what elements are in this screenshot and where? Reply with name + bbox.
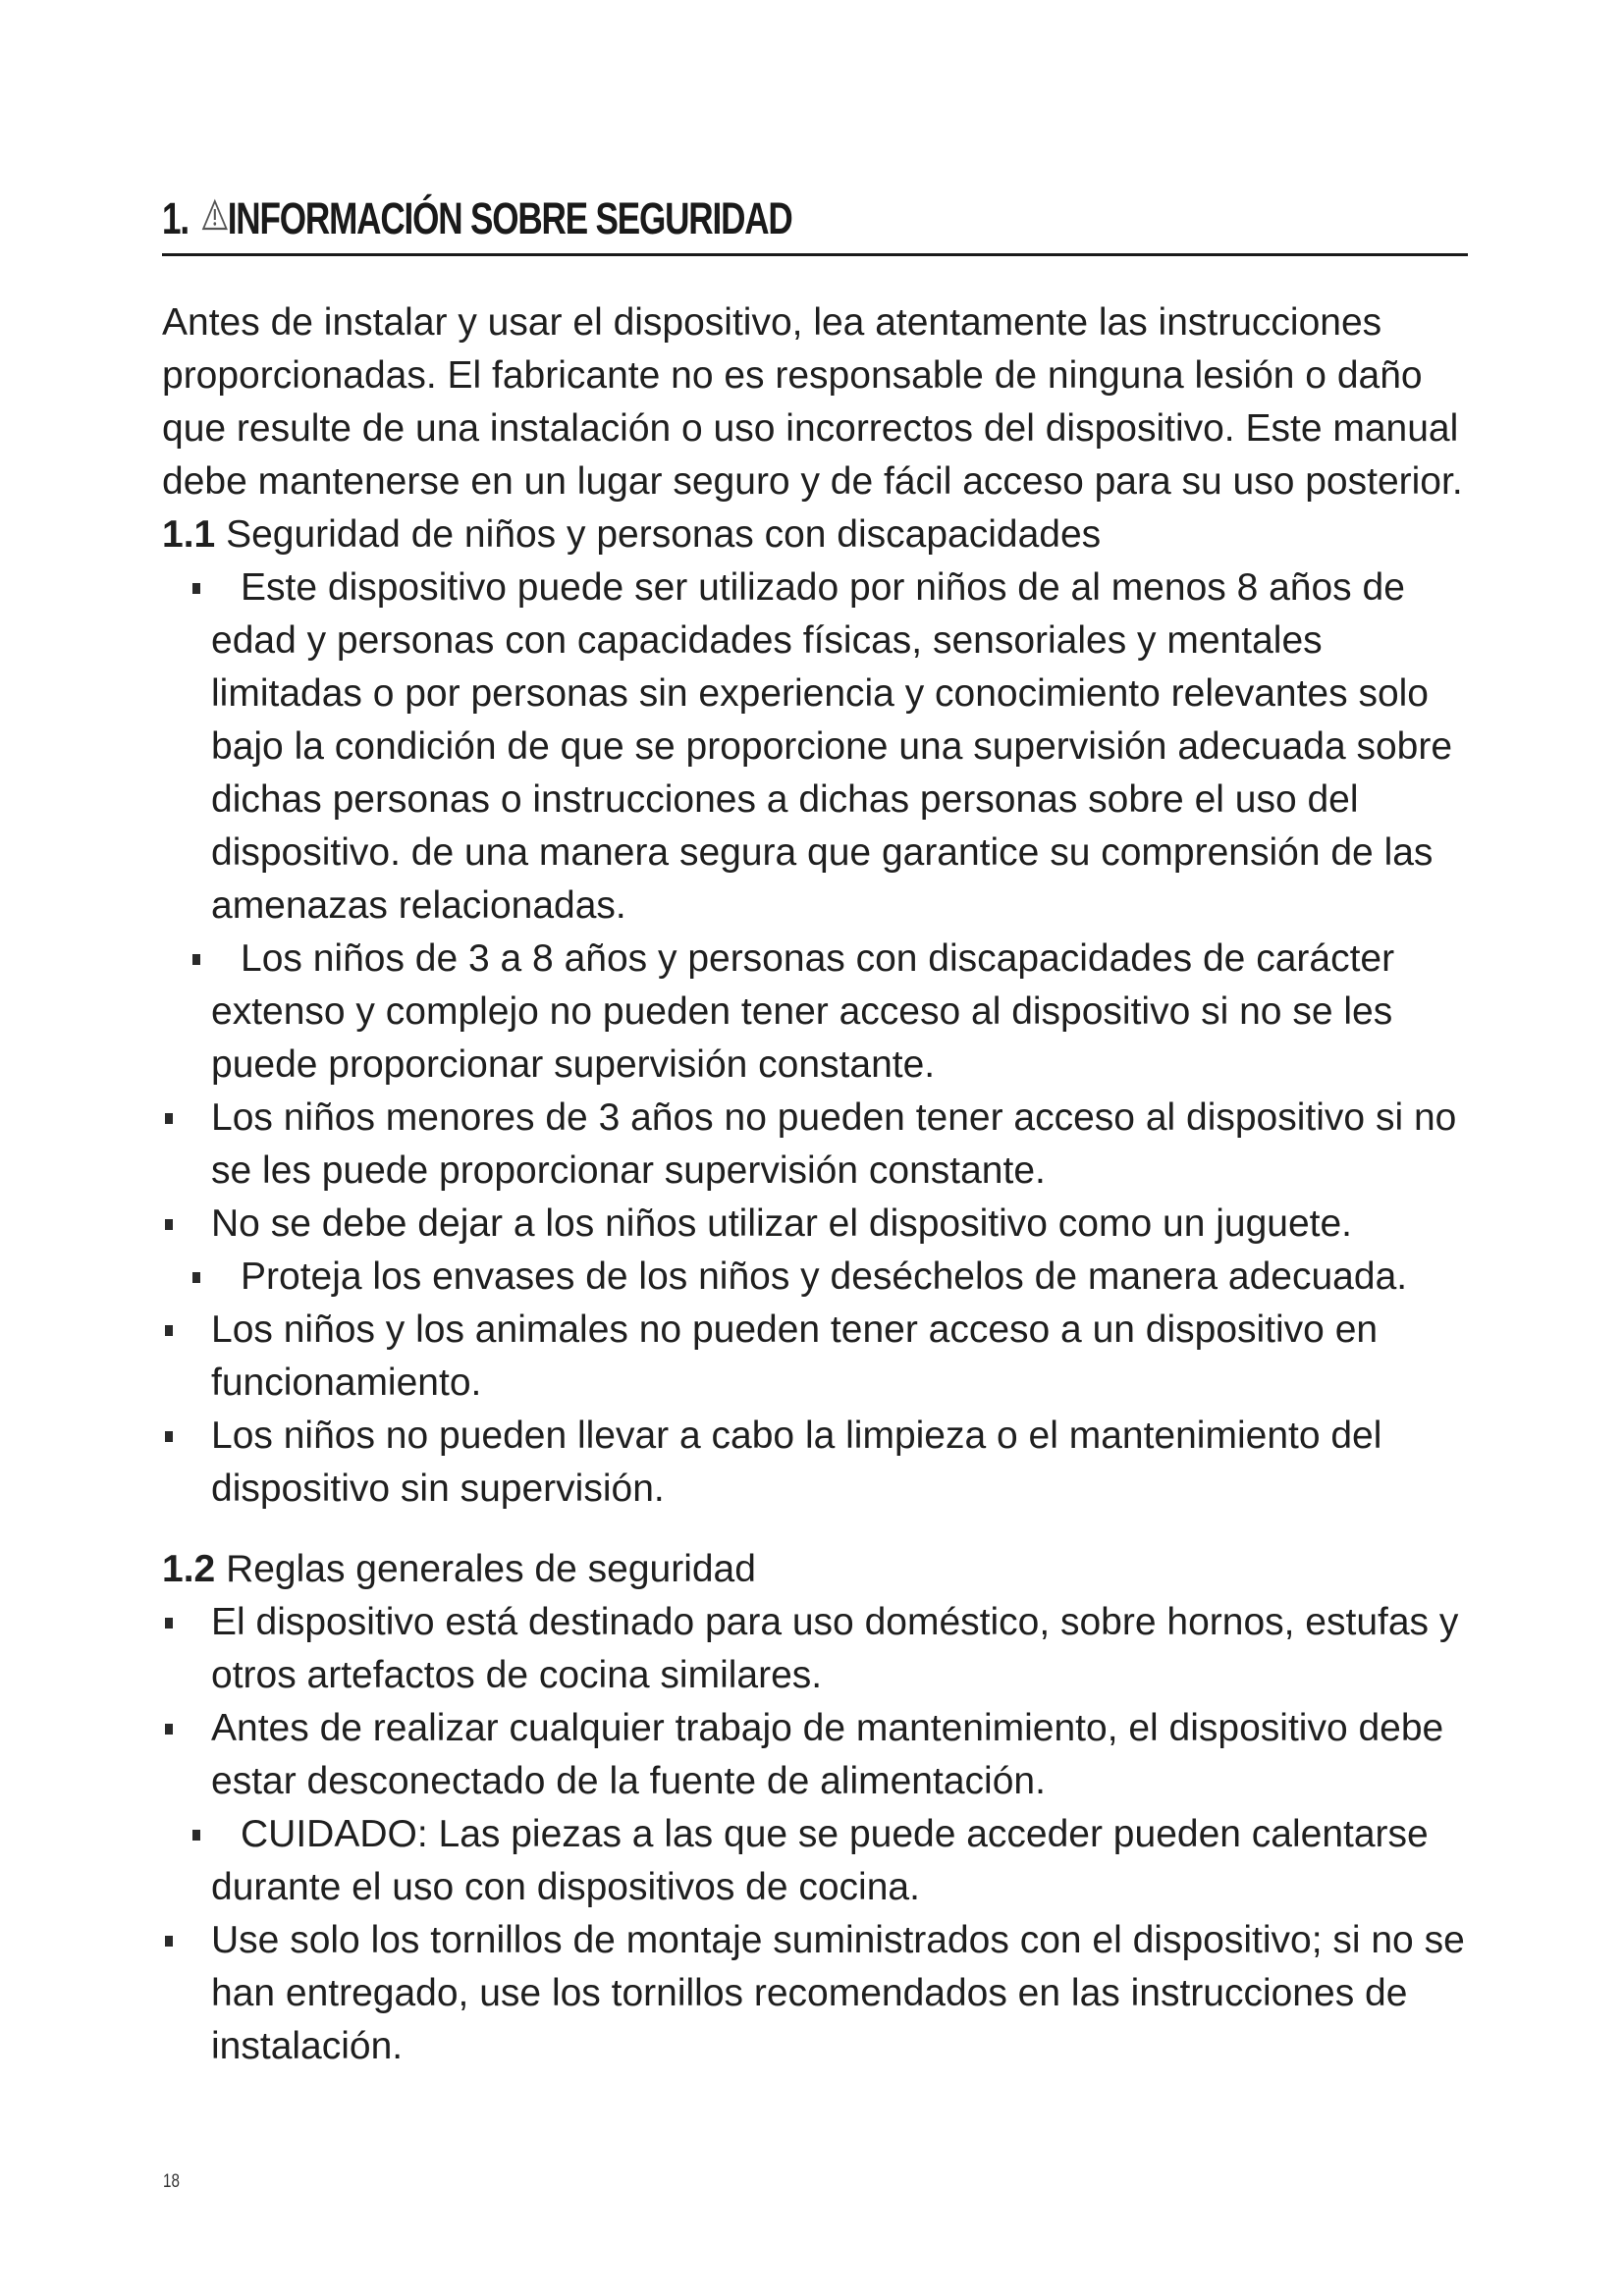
list-item (162, 1702, 1478, 1808)
list-item-text: Los niños y los animales no pueden tener acceso a un dispositivo en funcionamiento. (211, 1308, 1379, 1404)
bullet-icon (165, 1219, 173, 1230)
list-item (162, 1596, 1478, 1702)
list-item-text: Los niños menores de 3 años no pueden tener acceso al dispositivo si no se les puede proporcionar supervisión constante. (211, 1096, 1457, 1192)
bullet-icon (165, 1431, 173, 1442)
list-item-text: CUIDADO: Las piezas a las que se puede acceder pueden calentarse durante el uso con dispositivos de cocina. (211, 1813, 1429, 1908)
section-title-text: Seguridad de niños y personas con discapacidades (226, 513, 1102, 556)
list-item-text: Use solo los tornillos de montaje suministrados con el dispositivo; si no se han entregado, use los tornillos recomendados en las instrucciones de instalación. (211, 1919, 1465, 2067)
section-number: 1.1 (162, 513, 216, 556)
bullet-icon (165, 1618, 173, 1629)
section-title-text: Reglas generales de seguridad (226, 1548, 756, 1590)
heading-number: 1. (162, 193, 189, 243)
bullet-icon (192, 954, 200, 965)
heading-title: INFORMACIÓN SOBRE SEGURIDAD (227, 193, 792, 243)
list-item (162, 1198, 1478, 1251)
list-item-text: Antes de realizar cualquier trabajo de mantenimiento, el dispositivo debe estar desconectado de la fuente de alimentación. (211, 1707, 1444, 1802)
list-item-text: Los niños no pueden llevar a cabo la limpieza o el mantenimiento del dispositivo sin supervisión. (211, 1415, 1382, 1510)
bullet-icon (165, 1724, 173, 1735)
heading-text-wrapper (162, 193, 792, 244)
bullet-icon (165, 1936, 173, 1947)
list-item (162, 1808, 1478, 1914)
bullet-icon (192, 583, 200, 594)
list-item (162, 1914, 1478, 2073)
section-title-1-1 (162, 508, 1478, 561)
list-item-text: Proteja los envases de los niños y deséchelos de manera adecuada. (241, 1255, 1408, 1298)
list-item (162, 561, 1478, 933)
intro-paragraph: Antes de instalar y usar el dispositivo, lea atentamente las instrucciones proporcionadas. El fabricante no es responsable de ninguna lesión o daño que resulte de una instalación o uso incorrectos del dispositivo. Este manual debe mantenerse en un lugar seguro y de fácil acceso para su uso posterior. (162, 301, 1463, 503)
bullet-icon (165, 1113, 173, 1124)
bullet-icon (192, 1272, 200, 1283)
warning-triangle-icon (201, 198, 228, 232)
page-number: 18 (163, 2171, 180, 2192)
section-title-1-2 (162, 1543, 1478, 1596)
section-number: 1.2 (162, 1548, 216, 1590)
list-item (162, 933, 1478, 1092)
list-item (162, 1092, 1478, 1198)
list-item (162, 1304, 1478, 1410)
list-item-text: No se debe dejar a los niños utilizar el dispositivo como un juguete. (211, 1202, 1353, 1245)
list-item (162, 1251, 1478, 1304)
bullet-list-1-1 (162, 561, 1478, 1516)
list-item-text: El dispositivo está destinado para uso doméstico, sobre hornos, estufas y otros artefactos de cocina similares. (211, 1601, 1459, 1696)
bullet-icon (165, 1325, 173, 1336)
list-item-text: Los niños de 3 a 8 años y personas con discapacidades de carácter extenso y complejo no pueden tener acceso al dispositivo si no se les puede proporcionar supervisión constante. (211, 937, 1395, 1086)
bullet-icon (192, 1830, 200, 1841)
bullet-list-1-2 (162, 1596, 1478, 2073)
document-body (162, 296, 1478, 2073)
list-item (162, 1410, 1478, 1516)
list-item-text: Este dispositivo puede ser utilizado por niños de al menos 8 años de edad y personas con capacidades físicas, sensoriales y mentales limitadas o por personas sin experiencia y conocimiento relevantes solo bajo la condición de que se proporcione una supervisión adecuada sobre dichas personas o instrucciones a dichas personas sobre el uso del dispositivo. de una manera segura que garantice su comprensión de las amenazas relacionadas. (211, 566, 1453, 927)
section-heading (162, 185, 1468, 256)
